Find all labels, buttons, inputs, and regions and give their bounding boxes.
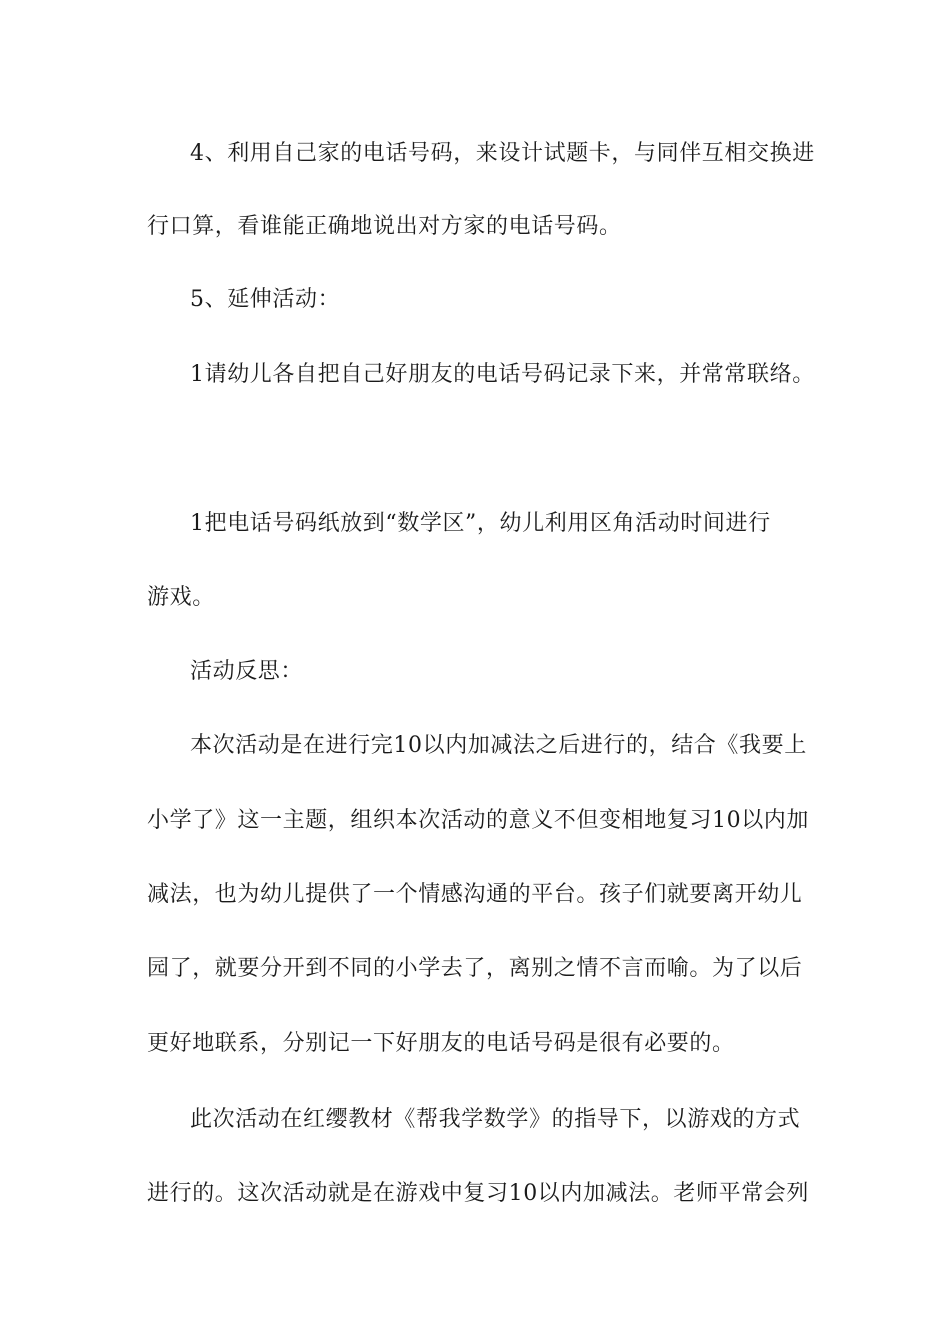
paragraph-line: 进行的。这次活动就是在游戏中复习10以内加减法。老师平常会列 bbox=[147, 1181, 809, 1206]
paragraph-line: 减法，也为幼儿提供了一个情感沟通的平台。孩子们就要离开幼儿 bbox=[147, 882, 803, 907]
paragraph-line: 游戏。 bbox=[147, 585, 215, 610]
paragraph-line: 1请幼儿各自把自己好朋友的电话号码记录下来，并常常联络。 bbox=[190, 362, 815, 387]
section-heading: 5、延伸活动： bbox=[190, 287, 341, 312]
paragraph-line: 此次活动在红缨教材《帮我学数学》的指导下，以游戏的方式 bbox=[190, 1107, 801, 1132]
paragraph-line: 1把电话号码纸放到“数学区”，幼儿利用区角活动时间进行 bbox=[190, 511, 771, 536]
paragraph-line: 本次活动是在进行完10以内加减法之后进行的，结合《我要上 bbox=[190, 733, 807, 758]
paragraph-line: 园了，就要分开到不同的小学去了，离别之情不言而喻。为了以后 bbox=[147, 956, 803, 981]
paragraph-line: 更好地联系，分别记一下好朋友的电话号码是很有必要的。 bbox=[147, 1031, 735, 1056]
section-heading: 活动反思： bbox=[190, 659, 304, 684]
paragraph-line: 4、利用自己家的电话号码，来设计试题卡，与同伴互相交换进 bbox=[190, 141, 815, 166]
paragraph-line: 小学了》这一主题，组织本次活动的意义不但变相地复习10以内加 bbox=[147, 808, 809, 833]
paragraph-line: 行口算，看谁能正确地说出对方家的电话号码。 bbox=[147, 214, 622, 239]
